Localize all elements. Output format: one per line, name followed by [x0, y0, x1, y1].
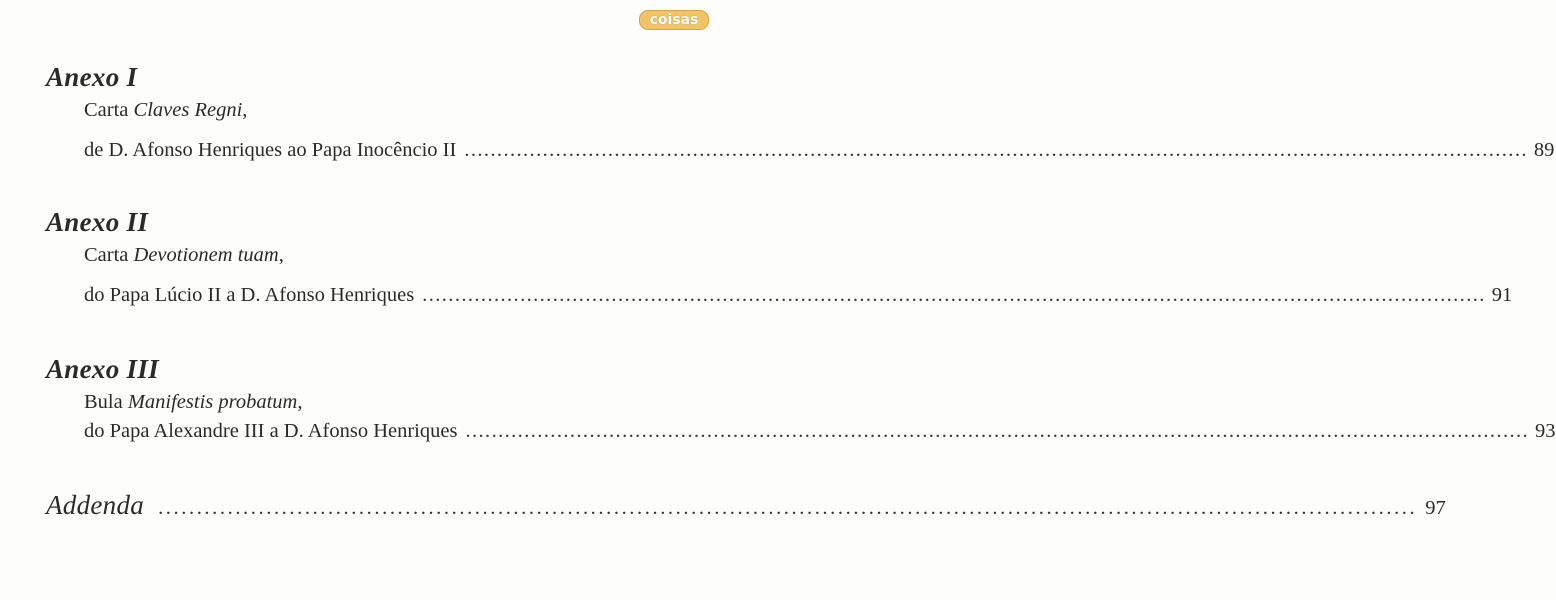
annex-2-title-line	[84, 243, 713, 268]
annex-3-page-number: 93	[1535, 420, 1556, 442]
annex-3-section	[46, 354, 1556, 444]
annex-1-section	[46, 62, 1555, 163]
annex-2-heading: Anexo II	[46, 207, 149, 237]
annex-3-toc-entry[interactable]	[84, 419, 1556, 444]
annex-2-section	[46, 207, 1513, 308]
annex-3-heading: Anexo III	[46, 354, 159, 384]
leader-dots: ...................................................................................................................................................................	[465, 420, 1530, 442]
annex-1-title-line	[84, 98, 713, 123]
annex-3-comma: ,	[297, 391, 303, 413]
annex-2-comma: ,	[278, 244, 284, 266]
annex-1-doc-name: Claves Regni	[133, 99, 243, 121]
addenda-toc-entry[interactable]	[46, 490, 1446, 520]
leader-dots: ...................................................................................................................................................................	[158, 497, 1418, 519]
leader-dots: ...................................................................................................................................................................	[464, 139, 1528, 161]
annex-2-doc-name: Devotionem tuam	[133, 244, 279, 266]
addenda-page-number: 97	[1425, 497, 1446, 519]
annex-2-page-number: 91	[1491, 284, 1513, 306]
annex-1-toc-entry[interactable]	[84, 138, 1555, 163]
annex-3-doc-type: Bula	[84, 391, 128, 413]
watermark-logo: coisas	[639, 10, 709, 30]
annex-1-doc-type: Carta	[84, 99, 134, 121]
annex-3-description: do Papa Alexandre III a D. Afonso Henriques	[84, 420, 458, 442]
leader-dots: ...................................................................................................................................................................	[422, 284, 1486, 306]
annex-1-description: de D. Afonso Henriques ao Papa Inocêncio II	[84, 139, 457, 161]
annex-1-page-number: 89	[1533, 139, 1555, 161]
annex-2-doc-type: Carta	[84, 244, 134, 266]
annex-3-doc-name: Manifestis probatum	[127, 391, 298, 413]
annex-1-comma: ,	[242, 99, 248, 121]
annex-2-description: do Papa Lúcio II a D. Afonso Henriques	[84, 284, 415, 306]
annex-1-heading: Anexo I	[46, 62, 138, 92]
addenda-heading: Addenda	[46, 490, 145, 520]
annex-3-title-line	[84, 390, 713, 415]
annex-2-toc-entry[interactable]	[84, 283, 1513, 308]
